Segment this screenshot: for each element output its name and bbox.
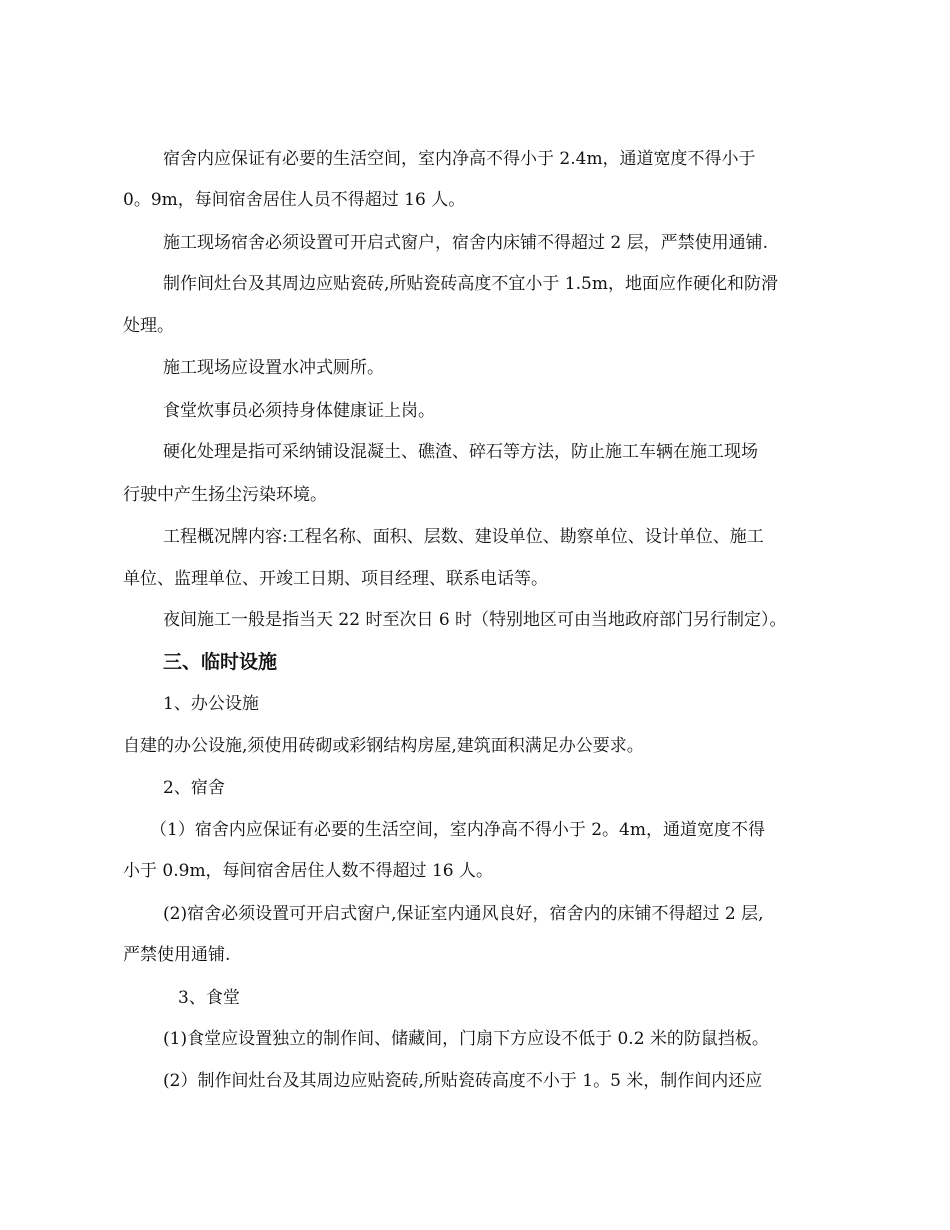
text-line-11: 单位、监理单位、开竣工日期、项目经理、联系电话等。 <box>123 569 548 589</box>
subsection-dormitory: 2、宿舍 <box>163 778 225 798</box>
text-line-7: 食堂炊事员必须持身体健康证上岗。 <box>163 401 435 421</box>
text-line-22: (1)食堂应设置独立的制作间、储藏间，门扇下方应设不低于 0.2 米的防鼠挡板。 <box>163 1029 769 1049</box>
text-line-15: 自建的办公设施,须使用砖砌或彩钢结构房屋,建筑面积满足办公要求。 <box>123 736 644 756</box>
text-line-6: 施工现场应设置水冲式厕所。 <box>163 358 384 378</box>
text-line-1: 宿舍内应保证有必要的生活空间，室内净高不得小于 2.4m，通道宽度不得小于 <box>163 149 756 169</box>
text-line-20: 严禁使用通铺. <box>123 945 231 965</box>
subsection-office: 1、办公设施 <box>163 694 259 714</box>
text-line-4: 制作间灶台及其周边应贴瓷砖,所贴瓷砖高度不宜小于 1.5m，地面应作硬化和防滑 <box>163 274 778 294</box>
subsection-canteen: 3、食堂 <box>178 988 240 1008</box>
text-line-2: 0。9m，每间宿舍居住人员不得超过 16 人。 <box>123 190 466 210</box>
text-line-9: 行驶中产生扬尘污染环境。 <box>123 485 327 505</box>
text-line-12: 夜间施工一般是指当天 22 时至次日 6 时（特别地区可由当地政府部门另行制定）。 <box>163 610 787 630</box>
text-line-3: 施工现场宿舍必须设置可开启式窗户，宿舍内床铺不得超过 2 层，严禁使用通铺. <box>163 233 769 253</box>
text-line-8: 硬化处理是指可采纳铺设混凝土、礁渣、碎石等方法，防止施工车辆在施工现场 <box>163 442 758 462</box>
text-line-10: 工程概况牌内容:工程名称、面积、层数、建设单位、勘察单位、设计单位、施工 <box>163 527 764 547</box>
text-line-17: （1）宿舍内应保证有必要的生活空间，室内净高不得小于 2。4m，通道宽度不得 <box>150 820 765 840</box>
text-line-5: 处理。 <box>123 316 174 336</box>
section-heading: 三、临时设施 <box>163 651 278 673</box>
text-line-23: (2）制作间灶台及其周边应贴瓷砖,所贴瓷砖高度不小于 1。5 米，制作间内还应 <box>163 1071 763 1091</box>
text-line-18: 小于 0.9m，每间宿舍居住人数不得超过 16 人。 <box>123 861 493 881</box>
text-line-19: (2)宿舍必须设置可开启式窗户,保证室内通风良好，宿舍内的床铺不得超过 2 层, <box>163 904 764 924</box>
